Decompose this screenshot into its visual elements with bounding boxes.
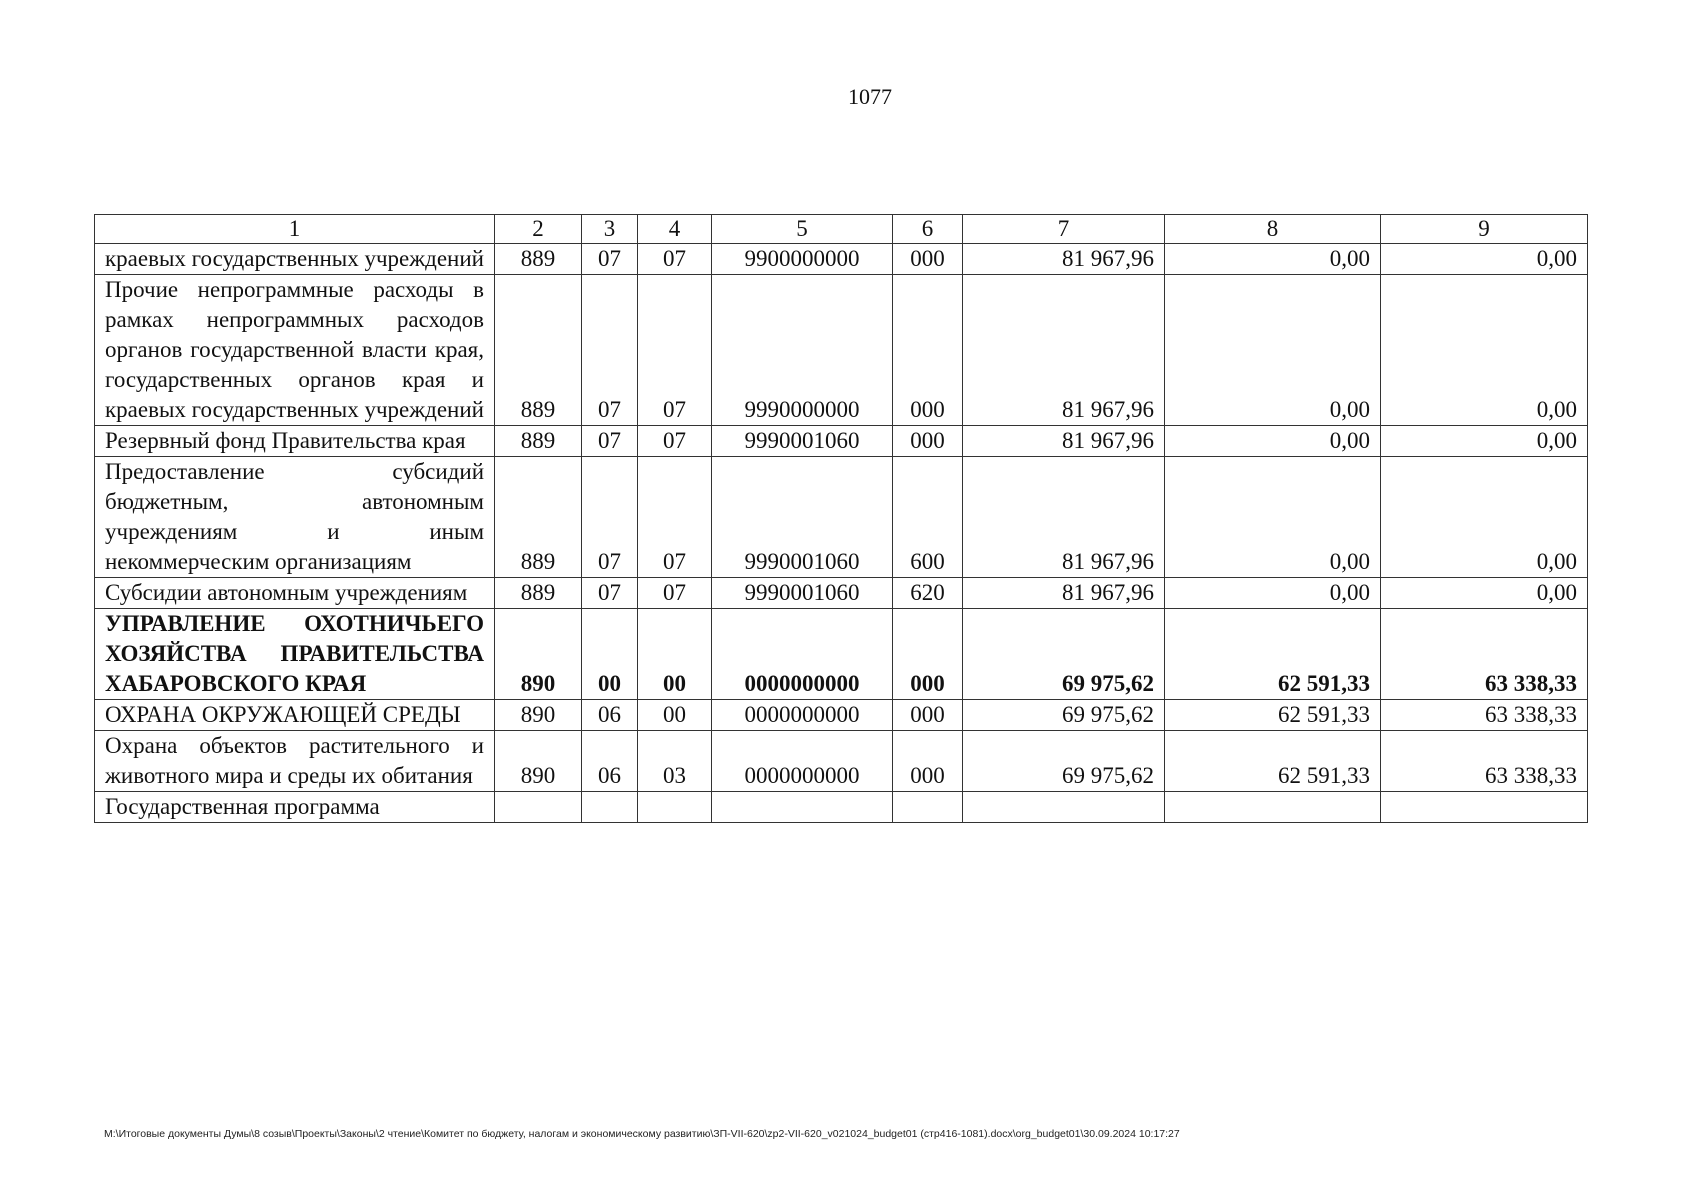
cell-col9: 0,00 [1381,578,1588,609]
cell-col5 [712,792,893,823]
cell-col2: 890 [495,731,582,792]
table-row-section [95,609,1588,700]
cell-col4: 07 [638,578,712,609]
cell-col3: 06 [582,700,638,731]
header-cell: 1 [95,215,495,244]
cell-col7: 69 975,62 [963,731,1165,792]
cell-col2: 889 [495,426,582,457]
cell-col8: 0,00 [1165,578,1381,609]
cell-col9: 63 338,33 [1381,700,1588,731]
cell-col9: 0,00 [1381,426,1588,457]
row-name: краевых государственных учреждений [95,244,495,275]
cell-col4: 00 [638,700,712,731]
cell-col6: 620 [893,578,963,609]
cell-col6: 000 [893,244,963,275]
cell-col8: 62 591,33 [1165,700,1381,731]
cell-col7: 69 975,62 [963,609,1165,700]
header-cell: 3 [582,215,638,244]
header-cell: 6 [893,215,963,244]
cell-col9: 0,00 [1381,244,1588,275]
cell-col4 [638,792,712,823]
cell-col6: 000 [893,700,963,731]
cell-col3: 06 [582,731,638,792]
cell-col2: 889 [495,457,582,578]
row-name: Субсидии автономным учреждениям [95,578,495,609]
cell-col9 [1381,792,1588,823]
cell-col8: 62 591,33 [1165,731,1381,792]
cell-col3: 07 [582,426,638,457]
cell-col5: 0000000000 [712,700,893,731]
cell-col4: 07 [638,426,712,457]
row-name: УПРАВЛЕНИЕ ОХОТНИЧЬЕГО ХОЗЯЙСТВА ПРАВИТЕЛЬСТВА ХАБАРОВСКОГО КРАЯ [95,609,495,700]
row-name: ОХРАНА ОКРУЖАЮЩЕЙ СРЕДЫ [95,700,495,731]
header-row [95,215,1588,244]
row-name: Государственная программа [95,792,495,823]
cell-col4: 00 [638,609,712,700]
row-name: Прочие непрограммные расходы в рамках непрограммных расходов органов государственной власти края, государственных органов края и краевых государственных учреждений [95,275,495,426]
table-row [95,457,1588,578]
cell-col6: 000 [893,731,963,792]
cell-col3: 00 [582,609,638,700]
header-cell: 7 [963,215,1165,244]
cell-col3: 07 [582,578,638,609]
cell-col9: 63 338,33 [1381,731,1588,792]
cell-col2: 889 [495,578,582,609]
cell-col9: 0,00 [1381,457,1588,578]
cell-col5: 9990001060 [712,457,893,578]
file-path-footer: M:\Итоговые документы Думы\8 созыв\Проекты\Законы\2 чтение\Комитет по бюджету, налогам и экономическому развитию\ЗП-VII-620\zp2-VII-620_v021024_budget01 (стр416-1081).docx\org_budget01\30.09.2024 10:17:27 [104,1128,1180,1140]
cell-col8 [1165,792,1381,823]
cell-col8: 0,00 [1165,244,1381,275]
budget-table [94,214,1588,823]
table-row [95,244,1588,275]
cell-col7 [963,792,1165,823]
cell-col3: 07 [582,457,638,578]
cell-col8: 0,00 [1165,457,1381,578]
row-name: Резервный фонд Правительства края [95,426,495,457]
cell-col9: 63 338,33 [1381,609,1588,700]
header-cell: 4 [638,215,712,244]
cell-col5: 9990000000 [712,275,893,426]
cell-col8: 0,00 [1165,426,1381,457]
cell-col4: 07 [638,275,712,426]
cell-col6: 000 [893,609,963,700]
cell-col5: 9900000000 [712,244,893,275]
cell-col7: 81 967,96 [963,275,1165,426]
cell-col2: 889 [495,244,582,275]
cell-col2: 890 [495,609,582,700]
cell-col2 [495,792,582,823]
cell-col4: 07 [638,457,712,578]
cell-col2: 889 [495,275,582,426]
cell-col7: 69 975,62 [963,700,1165,731]
cell-col7: 81 967,96 [963,426,1165,457]
cell-col3: 07 [582,275,638,426]
table-row [95,792,1588,823]
table-row [95,731,1588,792]
cell-col6: 000 [893,426,963,457]
cell-col5: 0000000000 [712,731,893,792]
cell-col4: 07 [638,244,712,275]
row-name: Охрана объектов растительного и животного мира и среды их обитания [95,731,495,792]
cell-col4: 03 [638,731,712,792]
cell-col5: 9990001060 [712,426,893,457]
header-cell: 5 [712,215,893,244]
page-number: 1077 [848,84,892,109]
cell-col6 [893,792,963,823]
cell-col3 [582,792,638,823]
cell-col8: 62 591,33 [1165,609,1381,700]
table-row [95,700,1588,731]
row-name: Предоставление субсидий бюджетным, автономным учреждениям и иным некоммерческим организациям [95,457,495,578]
cell-col5: 0000000000 [712,609,893,700]
header-cell: 2 [495,215,582,244]
cell-col9: 0,00 [1381,275,1588,426]
table-row [95,426,1588,457]
header-cell: 9 [1381,215,1588,244]
cell-col6: 000 [893,275,963,426]
cell-col6: 600 [893,457,963,578]
table-row [95,578,1588,609]
cell-col7: 81 967,96 [963,244,1165,275]
cell-col8: 0,00 [1165,275,1381,426]
cell-col2: 890 [495,700,582,731]
header-cell: 8 [1165,215,1381,244]
table-row [95,275,1588,426]
cell-col7: 81 967,96 [963,457,1165,578]
cell-col3: 07 [582,244,638,275]
cell-col5: 9990001060 [712,578,893,609]
cell-col7: 81 967,96 [963,578,1165,609]
